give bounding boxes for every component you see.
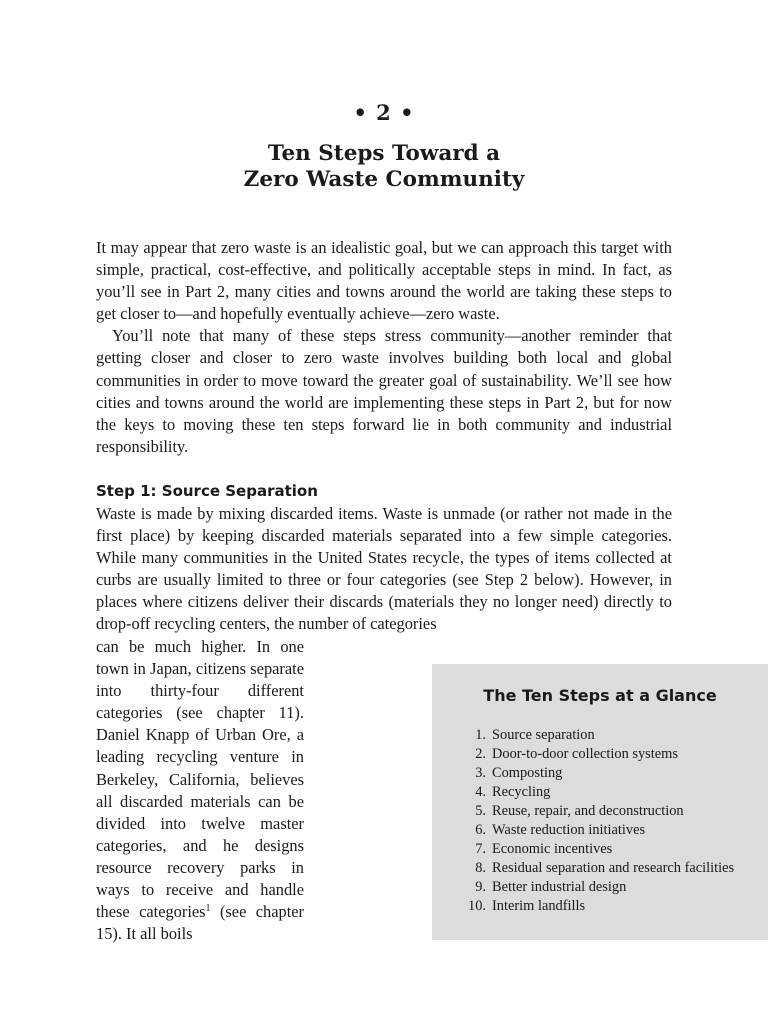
ten-steps-list bbox=[456, 726, 734, 916]
ten-steps-list-item bbox=[456, 745, 734, 764]
step-1-heading: Step 1: Source Separation bbox=[96, 482, 318, 500]
chapter-number: • 2 • bbox=[353, 100, 415, 125]
sidebar-title: The Ten Steps at a Glance bbox=[483, 686, 717, 705]
ten-steps-list-item bbox=[456, 878, 734, 897]
list-item-label: Interim landfills bbox=[492, 898, 586, 914]
list-item-label: Recycling bbox=[492, 784, 551, 800]
list-item-label: Better industrial design bbox=[492, 879, 627, 895]
intro-paragraph-2: You’ll note that many of these steps stress community—another reminder that getting closer and closer to zero waste involves building both local and global communities in order to move toward the greater goal of sustainability. We’ll see how cities and towns around the world are implementing these steps in Part 2, but for now the keys to moving these ten steps forward lie in both community and industrial responsibility. bbox=[96, 326, 672, 456]
list-item-number: 8. bbox=[475, 860, 486, 876]
ten-steps-sidebar bbox=[432, 664, 768, 940]
list-item-number: 7. bbox=[475, 841, 486, 857]
ten-steps-list-item bbox=[456, 764, 734, 783]
list-item-number: 9. bbox=[475, 879, 486, 895]
list-item-number: 2. bbox=[475, 746, 486, 762]
chapter-title-line-1: Ten Steps Toward a bbox=[267, 141, 501, 166]
ten-steps-list-item bbox=[456, 802, 734, 821]
ten-steps-list-item bbox=[456, 726, 734, 745]
chapter-title-line-2: Zero Waste Community bbox=[243, 167, 525, 192]
list-item-number: 1. bbox=[475, 727, 486, 743]
list-item-number: 3. bbox=[475, 765, 486, 781]
intro-paragraph-1: It may appear that zero waste is an idealistic goal, but we can approach this target with simple, practical, cost-effective, and politically acceptable steps in mind. In fact, as you’ll see in Part 2, many cities and towns around the world are taking these steps to get closer to—and hopefully eventually achieve—zero waste. bbox=[96, 238, 672, 324]
list-item-label: Source separation bbox=[492, 727, 595, 743]
ten-steps-list-item bbox=[456, 821, 734, 840]
chapter-title bbox=[96, 141, 672, 193]
step-1-paragraph: Waste is made by mixing discarded items. Waste is unmade (or rather not made in the first place) by keeping discarded materials separated into a few simple categories. While many communities in the United States recycle, the types of items collected at curbs are usually limited to three or four categories (see Step 2 below). However, in places where citizens deliver their discards (materials they no longer need) directly to drop-off recycling centers, the number of categories bbox=[96, 504, 672, 634]
step-1-wrapped-text bbox=[96, 636, 304, 945]
list-item-number: 6. bbox=[475, 822, 486, 838]
list-item-label: Residual separation and research facilities bbox=[492, 860, 735, 876]
list-item-number: 10. bbox=[468, 898, 486, 914]
ten-steps-list-item bbox=[456, 840, 734, 859]
step-1-wrapped-body: can be much higher. In one town in Japan, citizens separate into thirty-four different categories (see chapter 11). Daniel Knapp of Urban Ore, a leading recycling venture in Berkeley, California, believes all discarded materials can be divided into twelve master categories, and he designs resource recovery parks in ways to receive and handle these categories bbox=[96, 637, 304, 922]
ten-steps-list-item bbox=[456, 859, 734, 878]
step-1-wrapped-tail: (see chapter 15). It all boils bbox=[96, 902, 305, 944]
list-item-label: Composting bbox=[492, 765, 563, 781]
list-item-label: Waste reduction initiatives bbox=[492, 822, 646, 838]
ten-steps-list-item bbox=[456, 783, 734, 802]
ten-steps-list-item bbox=[456, 897, 734, 916]
list-item-label: Door-to-door collection systems bbox=[492, 746, 678, 762]
list-item-label: Reuse, repair, and deconstruction bbox=[492, 803, 684, 819]
list-item-number: 4. bbox=[475, 784, 486, 800]
list-item-label: Economic incentives bbox=[492, 841, 613, 857]
footnote-marker[interactable]: 1 bbox=[205, 903, 211, 915]
intro-section bbox=[96, 237, 672, 458]
step-1-wrapped-paragraph bbox=[96, 636, 304, 945]
list-item-number: 5. bbox=[475, 803, 486, 819]
